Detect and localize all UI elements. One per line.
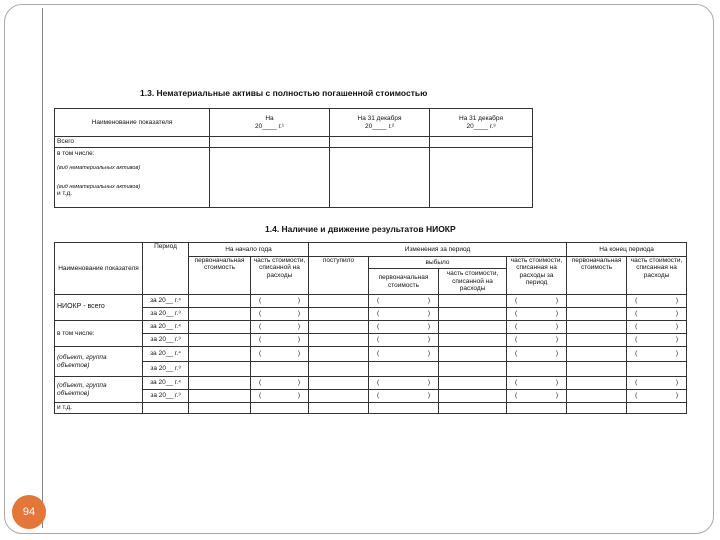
page-number-badge: 94 bbox=[12, 495, 46, 529]
table13-row-total: Всего bbox=[55, 137, 533, 148]
table14-row: (объект, группа объектов) за 20__ г.⁴ ( ) ( ) ( ) ( ) bbox=[55, 347, 687, 362]
table13-row-kinds: в том числе: (вид нематериальных активов) (вид нематериальных активов) и т.д. bbox=[55, 148, 533, 208]
table14-header-row3: первоначальная стоимость часть стоимости, списанной на расходы bbox=[55, 269, 687, 295]
header-name-col: Наименование показателя bbox=[55, 243, 143, 295]
header-change-group: Изменения за период bbox=[309, 243, 567, 257]
header-col3: На 31 декабря 20____ г.³ bbox=[430, 109, 533, 137]
table14-header-row2: первоначальная стоимость часть стоимости, списанной на расходы поступило выбыло часть стоимости, списанная на расходы за период первоначальная стоимость часть стоимости, списанная на расходы bbox=[55, 257, 687, 269]
header-col2: На 31 декабря 20____ г.² bbox=[330, 109, 430, 137]
table14-row: за 20__ г.³ ( ) ( ) ( ) ( ) bbox=[55, 308, 687, 321]
table14-row: НИОКР - всего за 20__ г.⁴ ( ) ( ) ( ) ( ) bbox=[55, 295, 687, 308]
header-name-col: Наименование показателя bbox=[55, 109, 210, 137]
table14-row: (объект, группа объектов) за 20__ г.⁴ ( ) ( ) ( ) ( ) bbox=[55, 377, 687, 390]
table14-row: за 20__ г.³ bbox=[55, 362, 687, 377]
table14-header-row1 bbox=[55, 243, 687, 257]
section-13-title: 1.3. Нематериальные активы с полностью погашенной стоимостью bbox=[140, 88, 428, 98]
table14-row: за 20__ г.³ ( ) ( ) ( ) ( ) bbox=[55, 334, 687, 347]
niokr-table bbox=[54, 242, 687, 414]
table14-row: и т.д. bbox=[55, 403, 687, 414]
left-rule bbox=[42, 8, 43, 528]
header-col1: На 20____ г.¹ bbox=[210, 109, 330, 137]
header-end-group: На конец периода bbox=[567, 243, 687, 257]
table14-row: за 20__ г.³ ( ) ( ) ( ) ( ) bbox=[55, 390, 687, 403]
intangibles-table bbox=[54, 108, 533, 208]
section-14-title: 1.4. Наличие и движение результатов НИОКР bbox=[265, 224, 456, 234]
header-period-col: Период bbox=[143, 243, 189, 295]
table14-row: в том числе: за 20__ г.⁴ ( ) ( ) ( ) ( ) bbox=[55, 321, 687, 334]
table13-header-row bbox=[55, 109, 533, 137]
header-start-group: На начало года bbox=[189, 243, 309, 257]
